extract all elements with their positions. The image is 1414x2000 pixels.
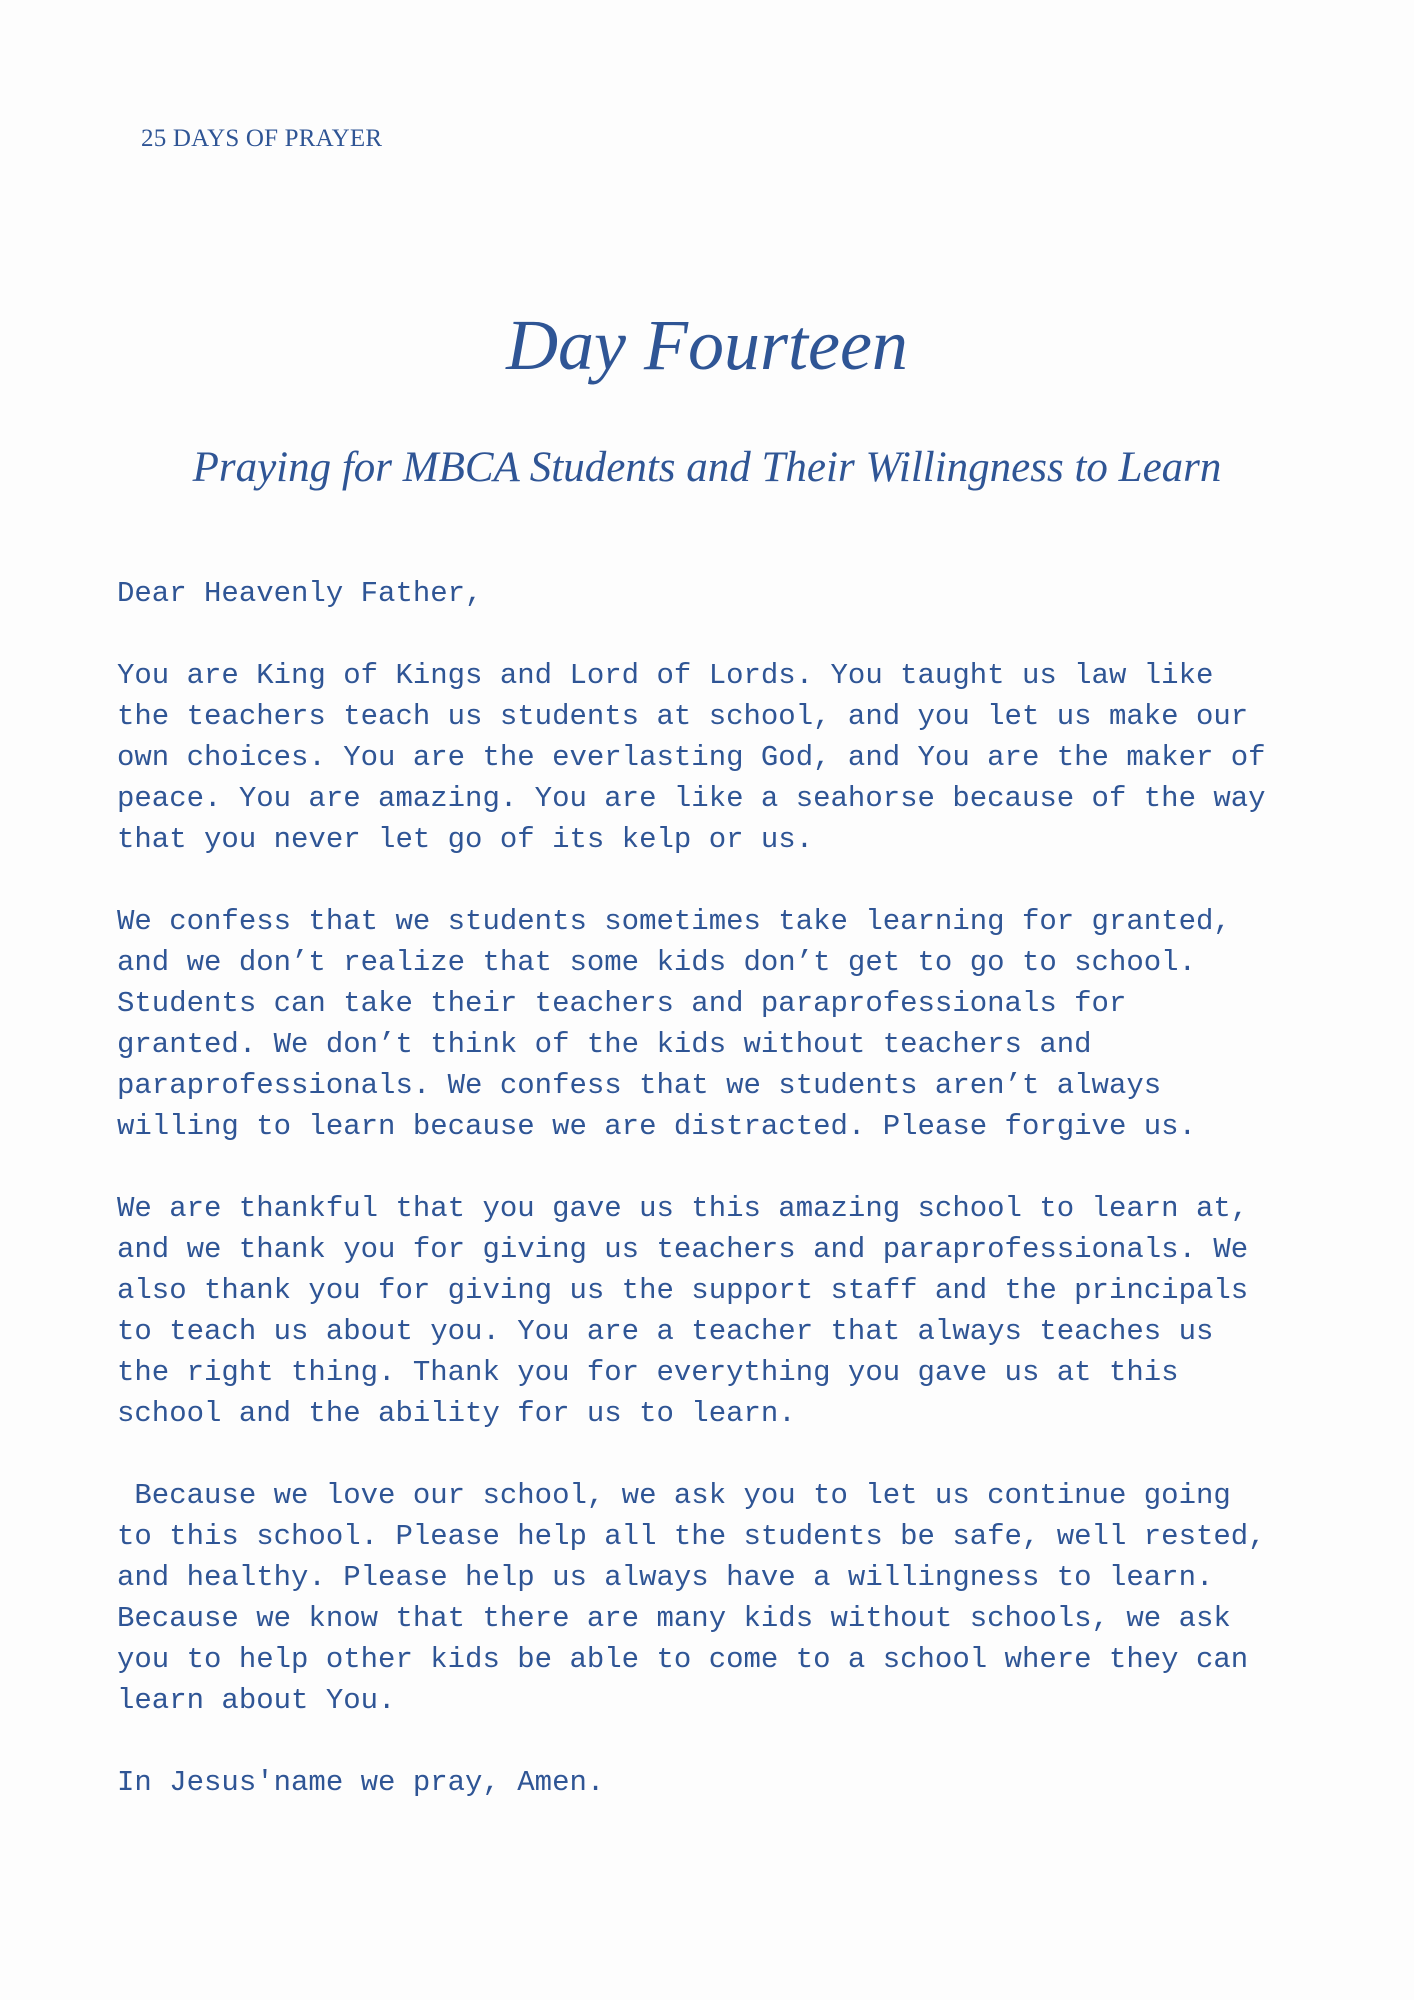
prayer-closing: In Jesus'name we pray, Amen. xyxy=(117,1766,605,1799)
page-subtitle: Praying for MBCA Students and Their Willingness to Learn xyxy=(192,444,1222,491)
prayer-paragraph-supplication: Because we love our school, we ask you to let us continue going to this school. Please help all the students be safe, well rested, and healthy. Please help us always have a willingness to learn. Because we know that there are many kids without schools, we ask you to help other kids be able to come to a school where they can learn about You. xyxy=(117,1479,1266,1717)
prayer-paragraph-confession: We confess that we students sometimes take learning for granted, and we don’t realize that some kids don’t get to go to school. Students can take their teachers and paraprofessionals for granted. We don’t think of the kids without teachers and paraprofessionals. We confess that we students aren’t always willing to learn because we are distracted. Please forgive us. xyxy=(117,905,1231,1143)
prayer-paragraph-thanksgiving: We are thankful that you gave us this amazing school to learn at, and we thank you for giving us teachers and paraprofessionals. We also thank you for giving us the support staff and the principals to teach us about you. You are a teacher that always teaches us the right thing. Thank you for everything you gave us at this school and the ability for us to learn. xyxy=(117,1192,1249,1430)
prayer-body xyxy=(117,573,1317,1803)
prayer-salutation: Dear Heavenly Father, xyxy=(117,577,483,610)
page-title: Day Fourteen xyxy=(506,305,908,385)
series-label: 25 DAYS OF PRAYER xyxy=(141,125,383,152)
prayer-paragraph-praise: You are King of Kings and Lord of Lords. You taught us law like the teachers teach us students at school, and you let us make our own choices. You are the everlasting God, and You are the maker of peace. You are amazing. You are like a seahorse because of the way that you never let go of its kelp or us. xyxy=(117,659,1266,856)
